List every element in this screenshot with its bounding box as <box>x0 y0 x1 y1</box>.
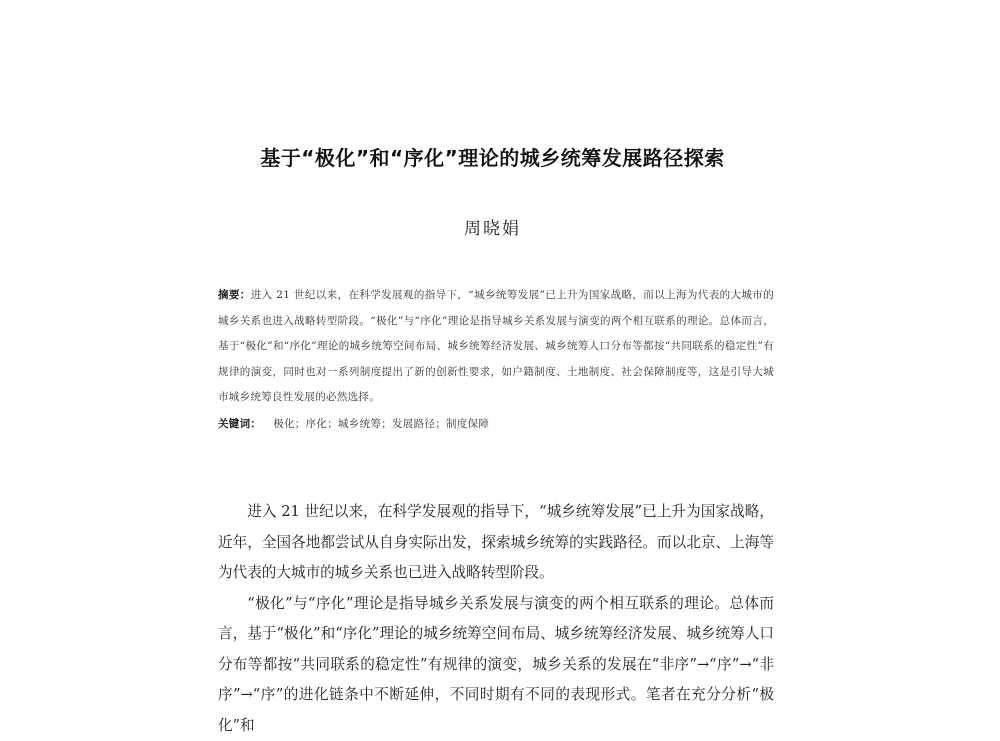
body-paragraph: 进入 21 世纪以来，在科学发展观的指导下，“城乡统筹发展”已上升为国家战略，近年，全国各地都尝试从自身实际出发，探索城乡统筹的实践路径。而以北京、上海等为代表的大城市的城乡关系也已进入战略转型阶段。 <box>218 497 774 589</box>
body-paragraph: “极化”与“序化”理论是指导城乡关系发展与演变的两个相互联系的理论。总体而言，基于“极化”和“序化”理论的城乡统筹空间布局、城乡统筹经济发展、城乡统筹人口分布等都按“共同联系的稳定性”有规律的演变，城乡关系的发展在“非序”→“序”→“非序”→“序”的进化链条中不断延伸，不同时期有不同的表现形式。笔者在充分分析“极化”和 <box>218 589 774 741</box>
body-text <box>218 497 774 741</box>
abstract <box>218 283 774 411</box>
paper-page <box>200 0 785 714</box>
keywords-list: 极化；序化；城乡统筹；发展路径；制度保障 <box>273 418 489 430</box>
abstract-label: 摘要： <box>218 289 251 301</box>
paper-title: 基于“极化”和“序化”理论的城乡统筹发展路径探索 <box>200 142 785 171</box>
author-name: 周晓娟 <box>200 214 785 239</box>
abstract-text: 进入 21 世纪以来，在科学发展观的指导下，“城乡统筹发展”已上升为国家战略，而以上海为代表的大城市的城乡关系也进入战略转型阶段。“极化”与“序化”理论是指导城乡关系发展与演变的两个相互联系的理论。总体而言，基于“极化”和“序化”理论的城乡统筹空间布局、城乡统筹经济发展、城乡统筹人口分布等都按“共同联系的稳定性”有规律的演变，同时也对一系列制度提出了新的创新性要求，如户籍制度、土地制度、社会保障制度等，这是引导大城市城乡统筹良性发展的必然选择。 <box>218 289 774 403</box>
keywords <box>218 412 774 438</box>
keywords-label: 关键词： <box>218 418 261 430</box>
